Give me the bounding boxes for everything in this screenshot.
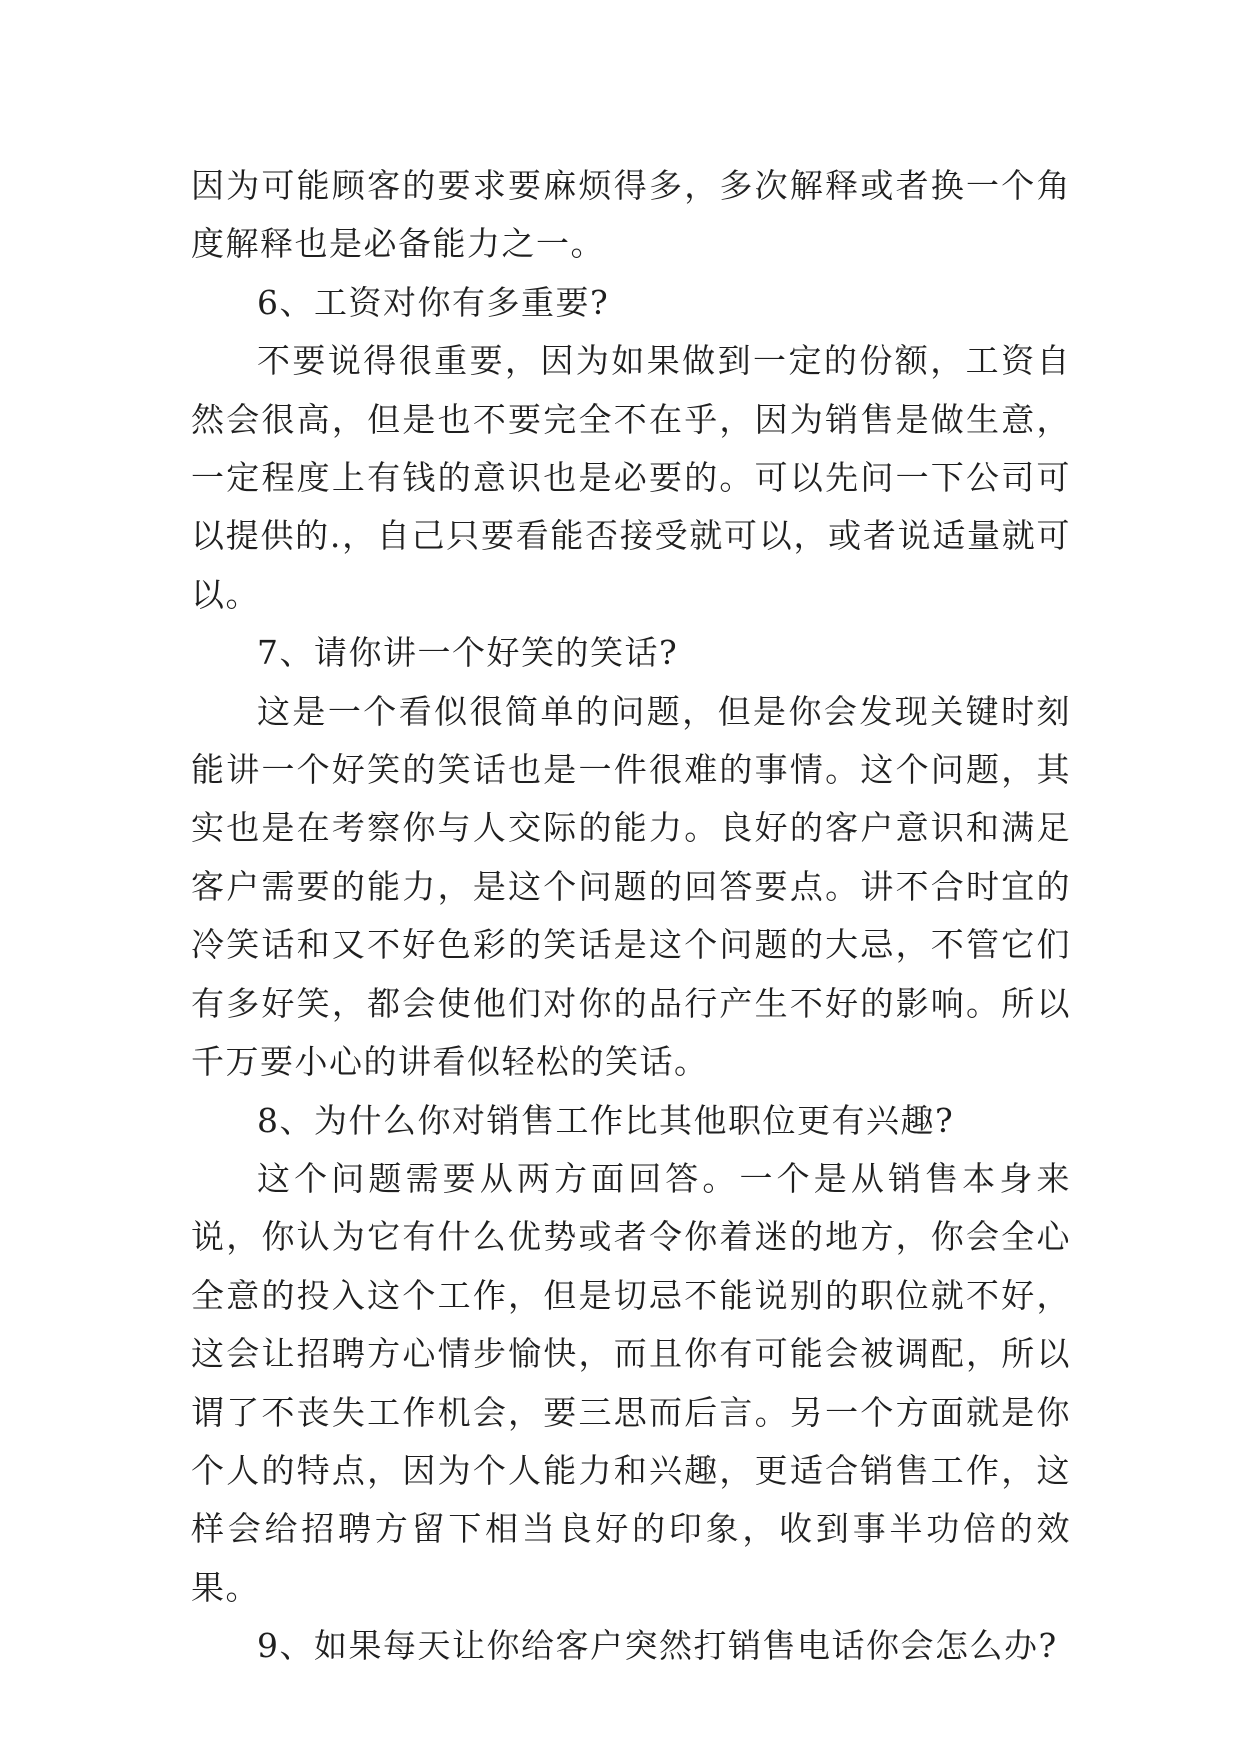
- paragraph-continuation: 因为可能顾客的要求要麻烦得多，多次解释或者换一个角度解释也是必备能力之一。: [191, 166, 1071, 264]
- question-6: 6、工资对你有多重要?: [257, 282, 610, 322]
- document-body: [191, 157, 1071, 1676]
- answer-8: 这个问题需要从两方面回答。一个是从销售本身来说，你认为它有什么优势或者令你着迷的地方，你会全心全意的投入这个工作，但是切忌不能说别的职位就不好，这会让招聘方心情步愉快，而且你有可能会被调配，所以谓了不丧失工作机会，要三思而后言。另一个方面就是你个人的特点，因为个人能力和兴趣，更适合销售工作，这样会给招聘方留下相当良好的印象，收到事半功倍的效果。: [191, 1158, 1071, 1607]
- answer-6: 不要说得很重要，因为如果做到一定的份额，工资自然会很高，但是也不要完全不在乎，因为销售是做生意，一定程度上有钱的意识也是必要的。可以先问一下公司可以提供的.，自己只要看能否接受就可以，或者说适量就可以。: [191, 341, 1071, 614]
- question-9: 9、如果每天让你给客户突然打销售电话你会怎么办?: [257, 1626, 1058, 1666]
- answer-7: 这是一个看似很简单的问题，但是你会发现关键时刻能讲一个好笑的笑话也是一件很难的事情。这个问题，其实也是在考察你与人交际的能力。良好的客户意识和满足客户需要的能力，是这个问题的回答要点。讲不合时宜的冷笑话和又不好色彩的笑话是这个问题的大忌，不管它们有多好笑，都会使他们对你的品行产生不好的影响。所以千万要小心的讲看似轻松的笑话。: [191, 691, 1071, 1082]
- question-7: 7、请你讲一个好笑的笑话?: [257, 633, 679, 673]
- question-8: 8、为什么你对销售工作比其他职位更有兴趣?: [257, 1100, 955, 1140]
